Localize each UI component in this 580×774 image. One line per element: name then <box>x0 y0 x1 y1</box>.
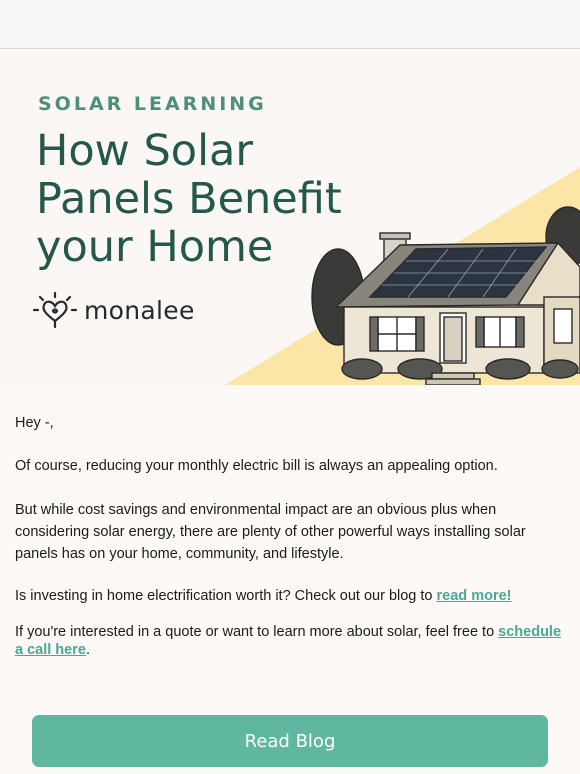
brand-name: monalee <box>84 295 195 325</box>
browser-top-bar <box>0 0 580 49</box>
heart-sun-icon <box>32 291 78 329</box>
paragraph-blog <box>15 585 511 607</box>
paragraph-quote-end: . <box>85 642 90 658</box>
brand-logo <box>32 291 195 329</box>
read-more-link[interactable]: read more! <box>436 588 512 604</box>
paragraph-quote <box>15 623 570 659</box>
hero-banner <box>0 49 580 385</box>
paragraph-bill: Of course, reducing your monthly electric bill is always an appealing option. <box>15 458 498 474</box>
house-illustration <box>308 197 580 385</box>
greeting: Hey -, <box>15 415 54 431</box>
read-blog-button[interactable]: Read Blog <box>32 715 548 767</box>
paragraph-quote-text: If you're interested in a quote or want to learn more about solar, feel free to <box>15 624 499 640</box>
eyebrow-label: SOLAR LEARNING <box>38 93 267 115</box>
page-title: How Solar Panels Benefit your Home <box>36 126 342 272</box>
paragraph-blog-text: Is investing in home electrification worth it? Check out our blog to <box>15 588 437 604</box>
schedule-call-link[interactable]: schedule a call here <box>15 624 562 658</box>
paragraph-benefits: But while cost savings and environmental impact are an obvious plus when considering solar energy, there are plenty of other powerful ways installing solar panels has on your home, community, and lifestyle. <box>15 502 526 562</box>
